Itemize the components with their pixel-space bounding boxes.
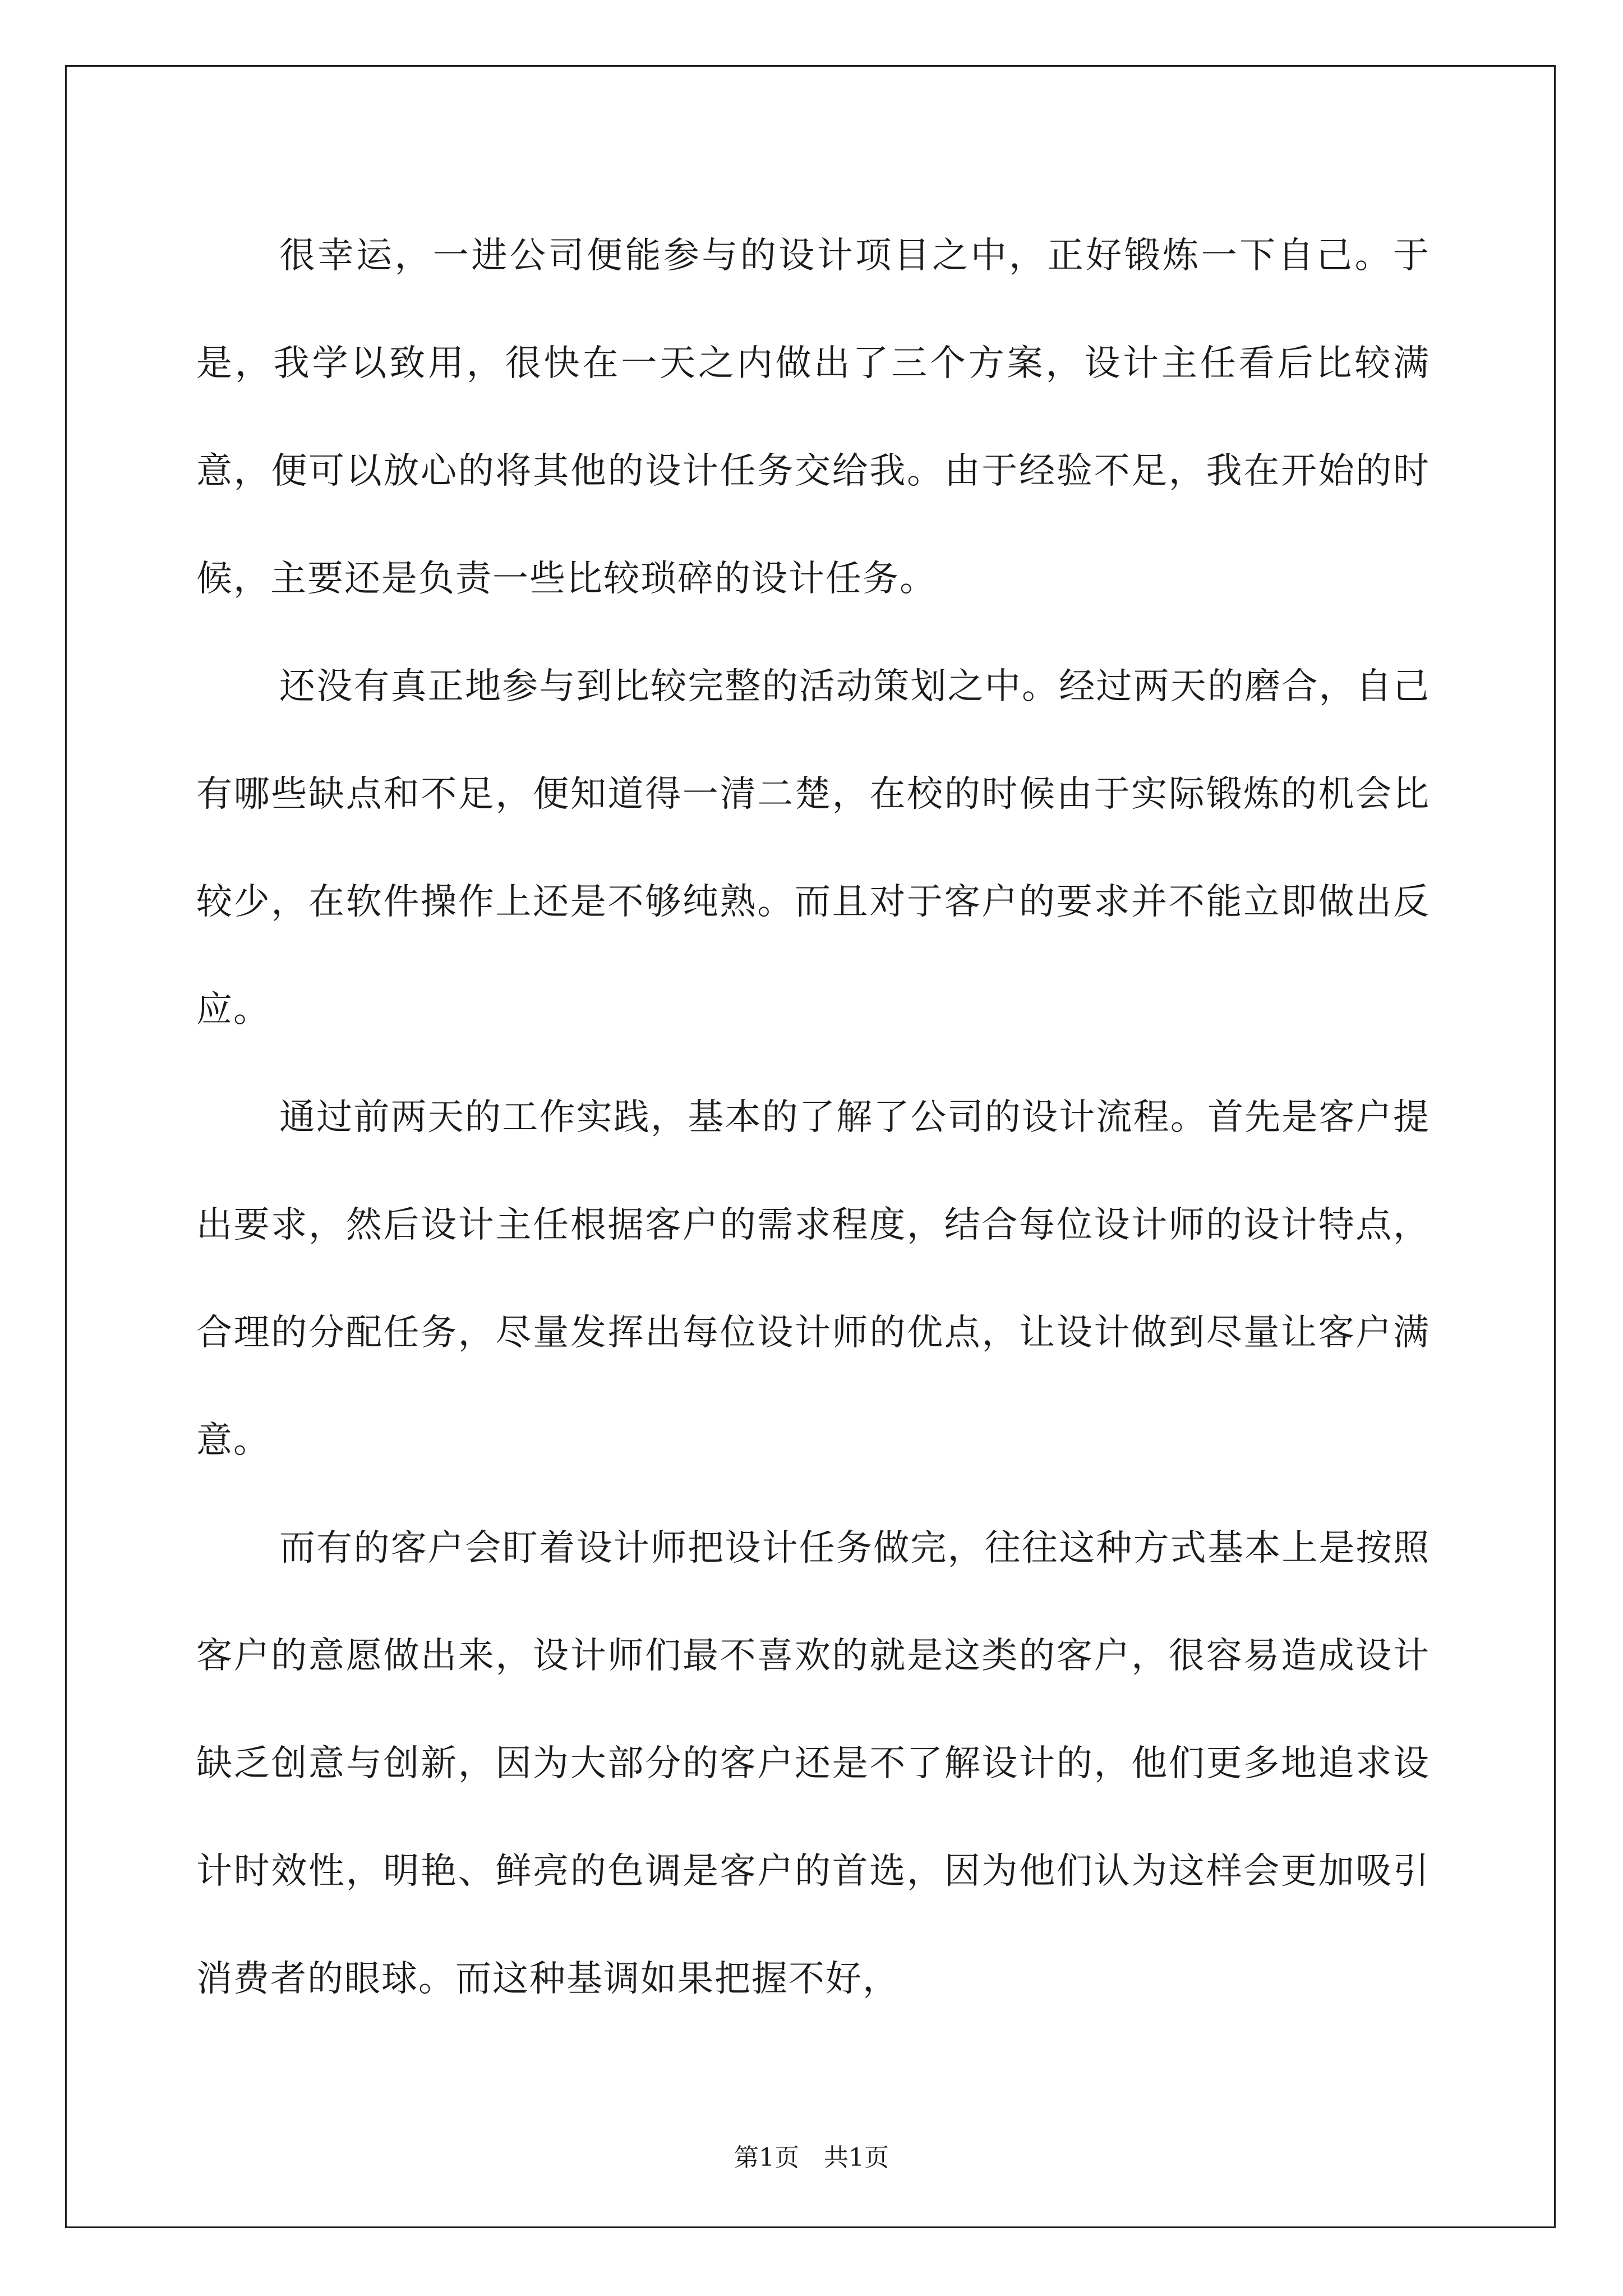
paragraph-4: 而有的客户会盯着设计师把设计任务做完，往往这种方式基本上是按照客户的意愿做出来，设计师们最不喜欢的就是这类的客户，很容易造成设计缺乏创意与创新，因为大部分的客户还是不了解设计的，他们更多地追求设计时效性，明艳、鲜亮的色调是客户的首选，因为他们认为这样会更加吸引消费者的眼球。而这种基调如果把握不好， bbox=[196, 1527, 1430, 2000]
page-footer: 第1页 共1页 bbox=[734, 2143, 889, 2172]
document-body bbox=[196, 202, 1430, 2033]
paragraph-2: 还没有真正地参与到比较完整的活动策划之中。经过两天的磨合，自己有哪些缺点和不足，便知道得一清二楚，在校的时候由于实际锻炼的机会比较少，在软件操作上还是不够纯熟。而且对于客户的要求并不能立即做出反应。 bbox=[196, 666, 1430, 1030]
paragraph-3: 通过前两天的工作实践，基本的了解了公司的设计流程。首先是客户提出要求，然后设计主任根据客户的需求程度，结合每位设计师的设计特点，合理的分配任务，尽量发挥出每位设计师的优点，让设计做到尽量让客户满意。 bbox=[196, 1097, 1430, 1461]
paragraph-1: 很幸运，一进公司便能参与的设计项目之中，正好锻炼一下自己。于是，我学以致用，很快在一天之内做出了三个方案，设计主任看后比较满意，便可以放心的将其他的设计任务交给我。由于经验不足，我在开始的时候，主要还是负责一些比较琐碎的设计任务。 bbox=[196, 235, 1430, 600]
